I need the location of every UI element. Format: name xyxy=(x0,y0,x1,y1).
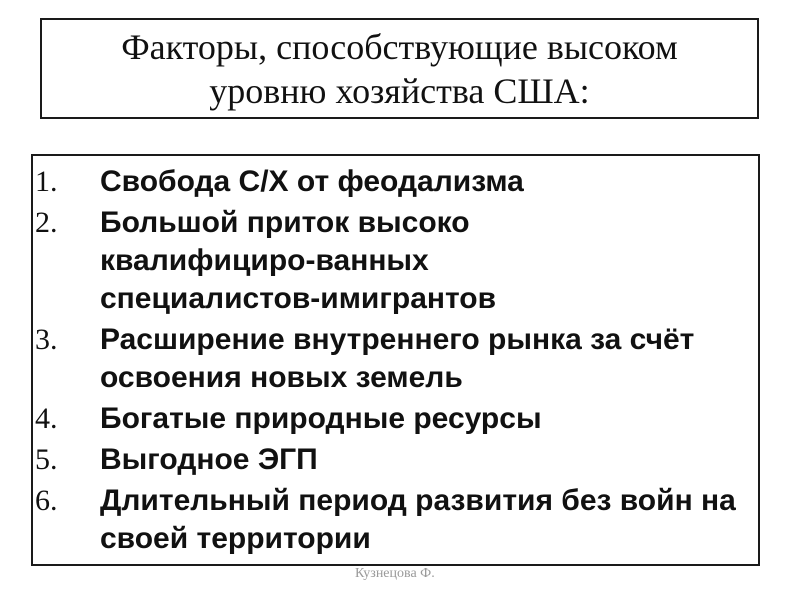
title-box xyxy=(40,18,759,119)
list-item-number: 3. xyxy=(35,323,58,356)
author-watermark: Кузнецова Ф. xyxy=(355,566,435,581)
factors-list xyxy=(33,163,760,561)
list-item-text: Большой приток высоко квалифициро-ванных специалистов-имигрантов xyxy=(100,206,497,315)
list-item xyxy=(33,321,760,397)
slide-title xyxy=(121,25,678,113)
list-item-text: Богатые природные ресурсы xyxy=(100,402,542,435)
list-item-number: 6. xyxy=(35,484,58,517)
list-item xyxy=(33,400,760,438)
list-item-text: Расширение внутреннего рынка за счёт освоения новых земель xyxy=(100,323,695,394)
list-item-number: 5. xyxy=(35,443,58,476)
list-item-text: Длительный период развития без войн на своей территории xyxy=(100,484,736,555)
list-item xyxy=(33,482,760,558)
list-item-number: 1. xyxy=(35,165,58,198)
list-item-number: 4. xyxy=(35,402,58,435)
title-line-1: Факторы, способствующие высоком xyxy=(121,26,678,67)
list-item-number: 2. xyxy=(35,206,58,239)
list-item xyxy=(33,204,760,318)
factors-list-box xyxy=(31,154,760,566)
list-item xyxy=(33,441,760,479)
list-item xyxy=(33,163,760,201)
list-item-text: Выгодное ЭГП xyxy=(100,443,318,476)
list-item-text: Свобода С/Х от феодализма xyxy=(100,165,524,198)
title-line-2: уровню хозяйства США: xyxy=(209,70,590,111)
